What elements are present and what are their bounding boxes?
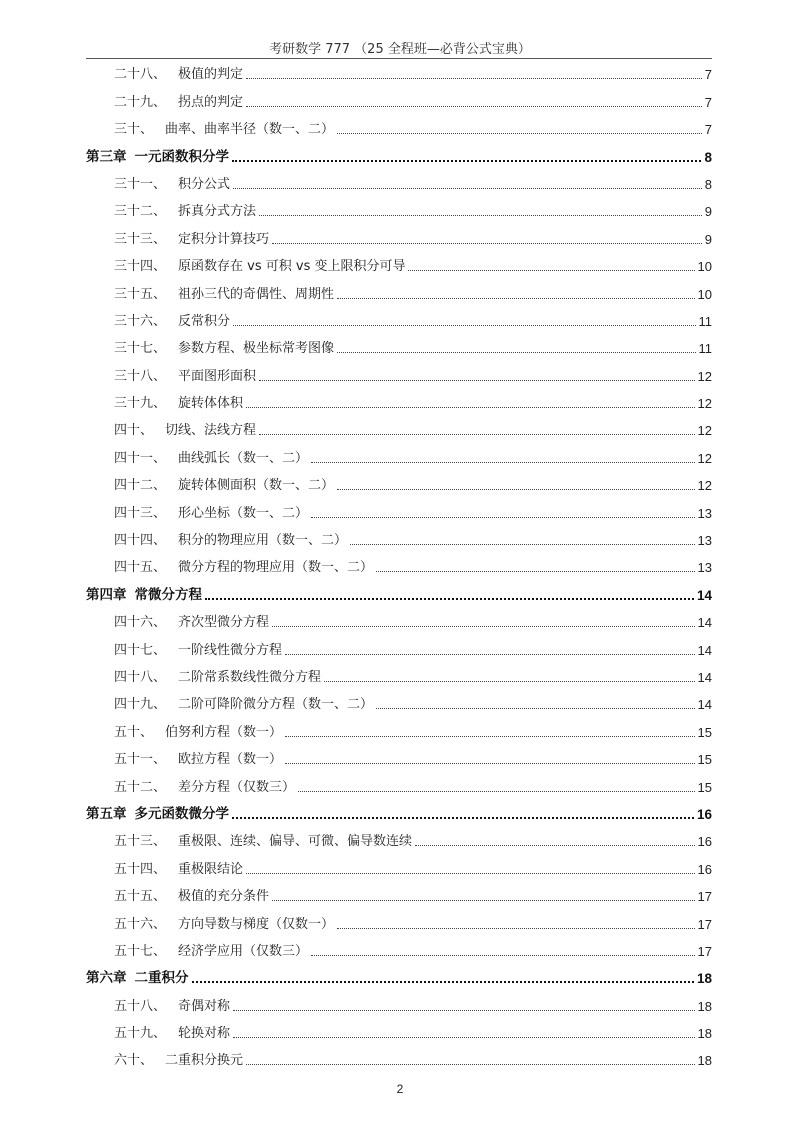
- toc-entry-row[interactable]: [86, 306, 712, 333]
- toc-dot-leader: [415, 845, 695, 846]
- toc-item-number: 三十二、: [114, 204, 167, 220]
- toc-dot-leader: [324, 681, 695, 682]
- toc-item-page: 14: [697, 669, 712, 685]
- toc-entry-row[interactable]: [86, 360, 712, 387]
- toc-item-number: 三十五、: [114, 286, 167, 302]
- toc-item-number: 四十八、: [114, 669, 167, 685]
- toc-item-page: 8: [704, 176, 712, 192]
- toc-item-page: 17: [697, 889, 712, 905]
- toc-dot-leader: [272, 243, 702, 244]
- toc-entry-row[interactable]: [86, 442, 712, 469]
- toc-item-number: 五十三、: [114, 834, 167, 850]
- toc-item-title: 多元函数微分学: [134, 805, 229, 822]
- toc-item-page: 18: [697, 1026, 712, 1042]
- toc-item-title: 切线、法线方程: [165, 423, 257, 439]
- toc-entry-row[interactable]: [86, 86, 712, 113]
- toc-item-number: 三十三、: [114, 231, 167, 247]
- toc-item-number: 三十一、: [114, 176, 167, 192]
- toc-item-number: 四十九、: [114, 697, 167, 713]
- toc-item-title: 一阶线性微分方程: [178, 642, 283, 658]
- toc-item-title: 奇偶对称: [178, 998, 231, 1014]
- toc-entry-row[interactable]: [86, 497, 712, 524]
- toc-dot-leader: [205, 598, 694, 600]
- toc-item-page: 12: [697, 478, 712, 494]
- toc-item-number: 四十一、: [114, 450, 167, 466]
- toc-item-number: 五十二、: [114, 779, 167, 795]
- toc-entry-row[interactable]: [86, 1045, 712, 1072]
- toc-entry-row[interactable]: [86, 525, 712, 552]
- toc-item-page: 15: [697, 724, 712, 740]
- toc-item-title: 形心坐标（数一、二）: [178, 505, 309, 521]
- toc-dot-leader: [337, 489, 695, 490]
- toc-item-number: 三十六、: [114, 313, 167, 329]
- toc-item-title: 反常积分: [178, 313, 231, 329]
- toc-dot-leader: [408, 270, 694, 271]
- toc-item-number: 四十三、: [114, 505, 167, 521]
- toc-entry-row[interactable]: [86, 689, 712, 716]
- toc-item-number: 第四章: [86, 586, 127, 603]
- toc-entry-row[interactable]: [86, 470, 712, 497]
- toc-dot-leader: [246, 106, 702, 107]
- toc-entry-row[interactable]: [86, 990, 712, 1017]
- toc-entry-row[interactable]: [86, 388, 712, 415]
- toc-item-page: 18: [696, 971, 712, 987]
- toc-item-number: 六十、: [114, 1053, 154, 1069]
- toc-item-page: 14: [697, 697, 712, 713]
- toc-entry-row[interactable]: [86, 278, 712, 305]
- toc-item-title: 祖孙三代的奇偶性、周期性: [178, 286, 335, 302]
- toc-item-page: 14: [697, 615, 712, 631]
- toc-item-number: 三十、: [114, 122, 154, 138]
- toc-item-page: 17: [697, 916, 712, 932]
- toc-dot-leader: [232, 160, 701, 162]
- toc-entry-row[interactable]: [86, 251, 712, 278]
- toc-entry-row[interactable]: [86, 662, 712, 689]
- toc-dot-leader: [246, 1064, 695, 1065]
- toc-item-number: 四十七、: [114, 642, 167, 658]
- toc-item-title: 积分的物理应用（数一、二）: [178, 533, 348, 549]
- toc-item-number: 五十一、: [114, 752, 167, 768]
- toc-item-page: 16: [697, 834, 712, 850]
- toc-entry-row[interactable]: [86, 634, 712, 661]
- toc-item-number: 五十六、: [114, 916, 167, 932]
- toc-item-page: 18: [697, 998, 712, 1014]
- toc-item-title: 欧拉方程（数一）: [178, 752, 283, 768]
- toc-dot-leader: [272, 626, 695, 627]
- toc-item-page: 13: [697, 533, 712, 549]
- toc-entry-row[interactable]: [86, 169, 712, 196]
- toc-item-number: 四十五、: [114, 560, 167, 576]
- toc-item-number: 五十七、: [114, 943, 167, 959]
- toc-item-title: 定积分计算技巧: [178, 231, 270, 247]
- toc-entry-row[interactable]: [86, 59, 712, 86]
- toc-dot-leader: [192, 981, 694, 983]
- page-header-title: 考研数学 777 （25 全程班—必背公式宝典）: [269, 42, 531, 57]
- toc-entry-row[interactable]: [86, 114, 712, 141]
- toc-item-number: 三十九、: [114, 396, 167, 412]
- toc-entry-row[interactable]: [86, 716, 712, 743]
- toc-item-number: 三十七、: [114, 341, 167, 357]
- toc-item-page: 16: [697, 861, 712, 877]
- toc-item-number: 五十五、: [114, 889, 167, 905]
- toc-item-page: 15: [697, 779, 712, 795]
- toc-dot-leader: [259, 215, 702, 216]
- toc-entry-row[interactable]: [86, 415, 712, 442]
- toc-item-title: 极值的判定: [178, 67, 244, 83]
- toc-item-title: 极值的充分条件: [178, 889, 270, 905]
- toc-item-page: 9: [704, 231, 712, 247]
- toc-dot-leader: [285, 736, 695, 737]
- toc-dot-leader: [246, 78, 702, 79]
- toc-item-page: 14: [697, 642, 712, 658]
- toc-entry-row[interactable]: [86, 771, 712, 798]
- toc-item-title: 旋转体体积: [178, 396, 244, 412]
- toc-item-number: 五十九、: [114, 1026, 167, 1042]
- toc-item-page: 10: [697, 259, 712, 275]
- toc-item-page: 16: [696, 806, 712, 822]
- toc-entry-row[interactable]: [86, 552, 712, 579]
- toc-chapter-row[interactable]: [86, 799, 712, 826]
- toc-dot-leader: [350, 544, 695, 545]
- toc-item-title: 伯努利方程（数一）: [165, 724, 283, 740]
- toc-entry-row[interactable]: [86, 908, 712, 935]
- toc-entry-row[interactable]: [86, 607, 712, 634]
- toc-item-title: 重极限结论: [178, 861, 244, 877]
- toc-item-page: 17: [697, 943, 712, 959]
- toc-item-number: 第五章: [86, 805, 127, 822]
- toc-item-title: 二阶常系数线性微分方程: [178, 669, 322, 685]
- toc-entry-row[interactable]: [86, 881, 712, 908]
- toc-item-title: 一元函数积分学: [134, 148, 229, 165]
- toc-item-page: 12: [697, 368, 712, 384]
- toc-item-title: 平面图形面积: [178, 368, 257, 384]
- toc-dot-leader: [311, 462, 695, 463]
- toc-item-title: 二重积分换元: [165, 1053, 244, 1069]
- toc-entry-row[interactable]: [86, 223, 712, 250]
- toc-item-number: 四十二、: [114, 478, 167, 494]
- toc-item-title: 轮换对称: [178, 1026, 231, 1042]
- toc-item-number: 四十四、: [114, 533, 167, 549]
- toc-item-title: 二重积分: [134, 970, 189, 987]
- toc-item-title: 原函数存在 vs 可积 vs 变上限积分可导: [178, 259, 406, 275]
- toc-item-number: 五十八、: [114, 998, 167, 1014]
- toc-entry-row[interactable]: [86, 333, 712, 360]
- toc-dot-leader: [285, 763, 695, 764]
- toc-item-number: 四十、: [114, 423, 154, 439]
- toc-item-number: 二十八、: [114, 67, 167, 83]
- toc-dot-leader: [233, 1010, 695, 1011]
- toc-dot-leader: [285, 654, 695, 655]
- toc-dot-leader: [259, 380, 695, 381]
- toc-entry-row[interactable]: [86, 196, 712, 223]
- toc-entry-row[interactable]: [86, 936, 712, 963]
- toc-dot-leader: [233, 1037, 695, 1038]
- toc-item-title: 参数方程、极坐标常考图像: [178, 341, 335, 357]
- toc-item-page: 13: [697, 505, 712, 521]
- toc-item-number: 五十、: [114, 724, 154, 740]
- toc-dot-leader: [272, 900, 695, 901]
- toc-item-number: 四十六、: [114, 615, 167, 631]
- toc-item-title: 经济学应用（仅数三）: [178, 943, 309, 959]
- toc-item-number: 二十九、: [114, 94, 167, 110]
- toc-entry-row[interactable]: [86, 826, 712, 853]
- toc-item-number: 三十八、: [114, 368, 167, 384]
- toc-dot-leader: [337, 928, 695, 929]
- toc-item-number: 第三章: [86, 148, 127, 165]
- toc-item-page: 11: [698, 313, 712, 329]
- toc-item-page: 8: [704, 149, 712, 165]
- toc-dot-leader: [232, 817, 694, 819]
- toc-item-title: 差分方程（仅数三）: [178, 779, 296, 795]
- toc-item-page: 9: [704, 204, 712, 220]
- toc-entry-row[interactable]: [86, 744, 712, 771]
- table-of-contents: [86, 59, 712, 1072]
- toc-dot-leader: [246, 873, 695, 874]
- toc-item-number: 第六章: [86, 970, 127, 987]
- toc-chapter-row[interactable]: [86, 141, 712, 168]
- toc-item-title: 拆真分式方法: [178, 204, 257, 220]
- toc-item-page: 13: [697, 560, 712, 576]
- toc-item-page: 11: [698, 341, 712, 357]
- toc-item-title: 曲线弧长（数一、二）: [178, 450, 309, 466]
- toc-item-number: 三十四、: [114, 259, 167, 275]
- toc-dot-leader: [311, 955, 695, 956]
- toc-item-page: 12: [697, 450, 712, 466]
- toc-dot-leader: [337, 133, 702, 134]
- toc-item-page: 7: [704, 94, 712, 110]
- toc-dot-leader: [311, 517, 695, 518]
- toc-item-title: 常微分方程: [134, 586, 202, 603]
- toc-dot-leader: [259, 434, 695, 435]
- toc-item-title: 拐点的判定: [178, 94, 244, 110]
- toc-item-page: 7: [704, 67, 712, 83]
- toc-item-page: 15: [697, 752, 712, 768]
- toc-dot-leader: [337, 352, 695, 353]
- toc-item-number: 五十四、: [114, 861, 167, 877]
- toc-chapter-row[interactable]: [86, 963, 712, 990]
- toc-item-page: 7: [704, 122, 712, 138]
- toc-item-title: 二阶可降阶微分方程（数一、二）: [178, 697, 374, 713]
- page-number: 2: [396, 1082, 404, 1096]
- toc-item-page: 18: [697, 1053, 712, 1069]
- toc-item-title: 重极限、连续、偏导、可微、偏导数连续: [178, 834, 413, 850]
- toc-chapter-row[interactable]: [86, 579, 712, 606]
- toc-item-title: 微分方程的物理应用（数一、二）: [178, 560, 374, 576]
- toc-dot-leader: [246, 407, 695, 408]
- toc-dot-leader: [233, 325, 695, 326]
- toc-dot-leader: [233, 188, 702, 189]
- toc-dot-leader: [376, 708, 695, 709]
- toc-item-page: 12: [697, 423, 712, 439]
- toc-item-page: 12: [697, 396, 712, 412]
- toc-entry-row[interactable]: [86, 853, 712, 880]
- toc-item-page: 10: [697, 286, 712, 302]
- toc-entry-row[interactable]: [86, 1018, 712, 1045]
- toc-dot-leader: [376, 571, 695, 572]
- toc-dot-leader: [337, 298, 695, 299]
- toc-dot-leader: [298, 791, 695, 792]
- toc-item-title: 方向导数与梯度（仅数一）: [178, 916, 335, 932]
- toc-item-title: 旋转体侧面积（数一、二）: [178, 478, 335, 494]
- toc-item-title: 曲率、曲率半径（数一、二）: [165, 122, 335, 138]
- toc-item-title: 齐次型微分方程: [178, 615, 270, 631]
- toc-item-page: 14: [696, 587, 712, 603]
- toc-item-title: 积分公式: [178, 176, 231, 192]
